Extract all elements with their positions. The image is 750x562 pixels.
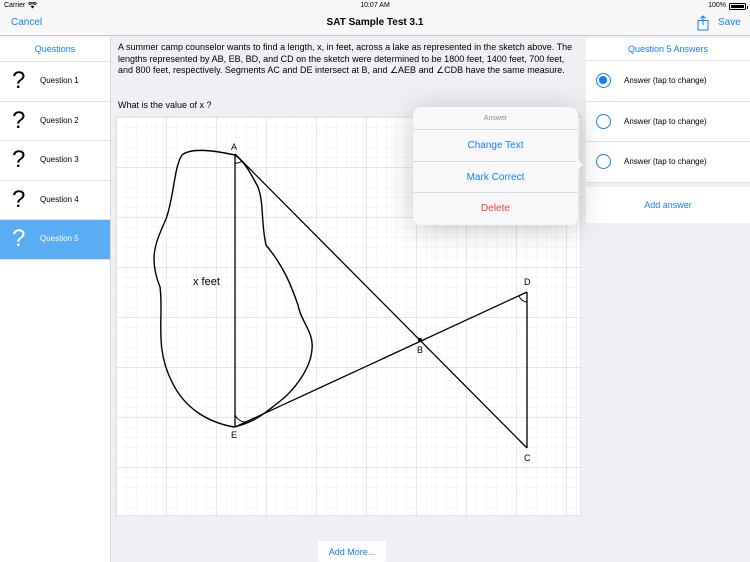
label-b: B [417, 345, 424, 355]
delete-button[interactable]: Delete [481, 203, 510, 214]
question-item-5[interactable] [0, 220, 110, 260]
answer-action-popover [413, 107, 578, 225]
navigation-bar [0, 12, 750, 36]
question-prompt: What is the value of x ? [118, 100, 212, 110]
questions-header[interactable]: Questions [0, 37, 110, 62]
answers-panel [586, 38, 750, 223]
carrier-label: Carrier [4, 2, 26, 9]
answer-row-3[interactable] [586, 142, 750, 183]
answer-row-1[interactable] [586, 61, 750, 102]
question-item-label: Question 1 [40, 76, 79, 85]
status-bar [0, 0, 750, 12]
question-item-1[interactable] [0, 62, 110, 102]
popover-arrow [576, 158, 583, 172]
point-b [418, 338, 422, 342]
label-a: A [231, 142, 238, 152]
question-item-3[interactable] [0, 141, 110, 181]
answer-label: Answer (tap to change) [624, 116, 707, 126]
share-icon[interactable] [696, 15, 710, 31]
side-label-x: x feet [193, 276, 220, 288]
question-item-label: Question 3 [40, 155, 79, 164]
question-mark-icon: ? [12, 225, 26, 252]
popover-title: Answer [413, 107, 578, 130]
answer-label: Answer (tap to change) [624, 157, 707, 166]
question-mark-icon: ? [12, 185, 26, 213]
question-item-4[interactable] [0, 181, 110, 221]
cancel-button[interactable]: Cancel [11, 17, 43, 28]
question-item-label: Question 5 [40, 234, 79, 243]
radio-icon[interactable] [596, 154, 611, 169]
answer-label: Answer (tap to change) [624, 76, 707, 85]
question-mark-icon: ? [12, 67, 26, 94]
answers-header: Question 5 Answers [586, 38, 750, 61]
radio-icon[interactable] [596, 114, 611, 129]
radio-selected-icon[interactable] [596, 73, 611, 88]
question-mark-icon: ? [12, 146, 26, 173]
save-button[interactable]: Save [718, 17, 741, 28]
answer-row-2[interactable] [586, 102, 750, 143]
label-e: E [231, 430, 238, 440]
question-item-label: Question 2 [40, 115, 79, 125]
status-time: 10:07 AM [360, 2, 390, 9]
question-item-2[interactable] [0, 102, 110, 142]
question-item-label: Question 4 [40, 194, 79, 204]
battery-icon [729, 3, 746, 10]
label-c: C [524, 453, 531, 463]
question-text: A summer camp counselor wants to find a length, x, in feet, across a lake as represented in the sketch above. The lengths represented by AB, EB, BD, and CD on the sketch were determined to be 1800 feet, 1400 feet, 700 feet, and 800 feet, respectively. Segments AC and DE intersect at B, and ∠AEB and ∠CDB have the same measure. [118, 42, 573, 75]
add-more-button[interactable]: Add More... [318, 541, 386, 562]
question-mark-icon: ? [12, 106, 26, 134]
label-d: D [524, 277, 531, 287]
add-answer-button[interactable]: Add answer [586, 187, 750, 223]
battery-percent: 100% [708, 2, 726, 9]
mark-correct-button[interactable]: Mark Correct [413, 162, 578, 194]
page-title: SAT Sample Test 3.1 [326, 17, 424, 28]
change-text-button[interactable]: Change Text [413, 130, 578, 162]
questions-sidebar [0, 37, 111, 562]
